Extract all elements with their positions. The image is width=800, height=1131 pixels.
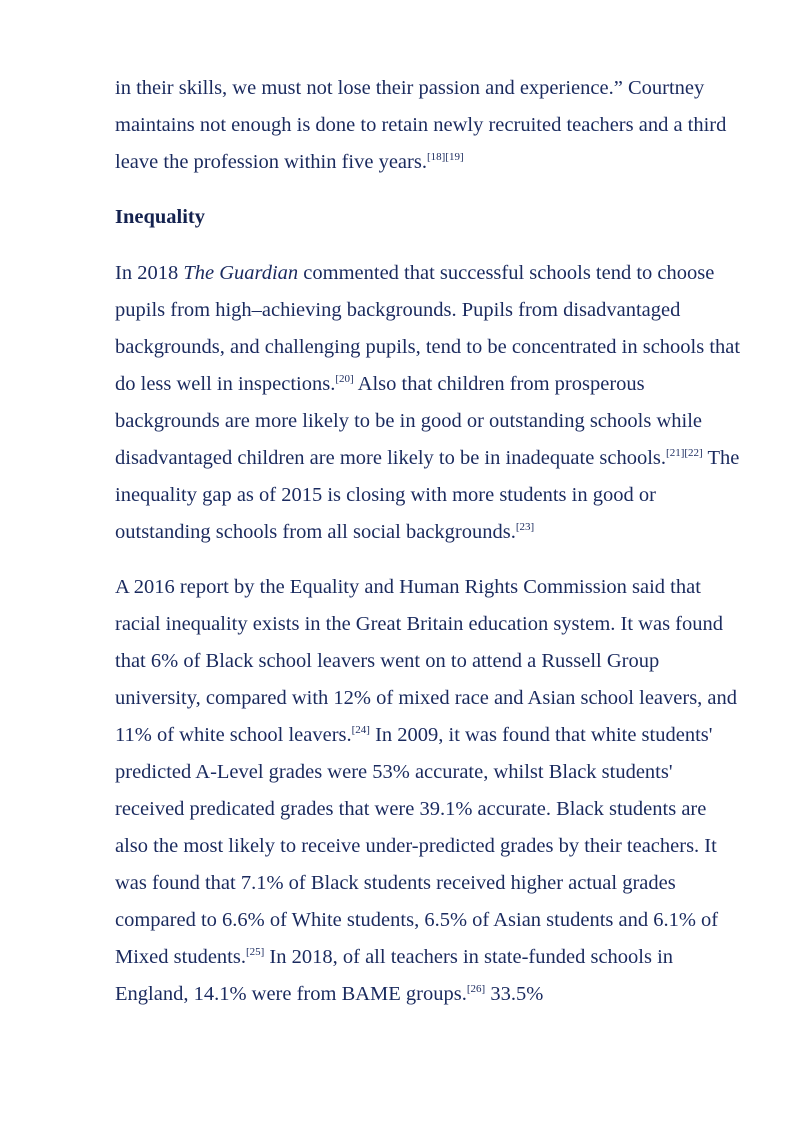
paragraph-text: In 2009, it was found that white students' predicted A-Level grades were 53% accurate, whilst Black students' received predicated grades that were 39.1% accurate. Black students are also the most likely to receive under-predicted grades by their teachers. It was found that 7.1% of Black students received higher actual grades compared to 6.6% of White students, 6.5% of Asian students and 6.1% of Mixed students. (115, 724, 719, 968)
citation-link[interactable]: [20] (335, 373, 354, 385)
paragraph-text: A 2016 report by the Equality and Human Rights Commission said that racial inequality exists in the Great Britain education system. It was found that 6% of Black school leavers went on to attend a Russell Group university, compared with 12% of mixed race and Asian school leavers, and 11% of white school leavers. (115, 576, 738, 746)
publication-title: The Guardian (183, 262, 299, 284)
paragraph-text: Also that children from prosperous backgrounds are more likely to be in good or outstanding schools while disadvantaged children are more likely to be in inadequate schools. (115, 373, 702, 469)
paragraph-text: In 2018 (115, 262, 184, 284)
document-page (115, 70, 743, 1031)
citation-link[interactable]: [25] (245, 946, 265, 958)
paragraph-text: 33.5% (485, 983, 544, 1005)
citation-link[interactable]: [26] (466, 983, 486, 995)
citation-link[interactable]: [24] (351, 724, 370, 736)
paragraph-text: in their skills, we must not lose their passion and experience.” Courtney maintains not enough is done to retain newly recruited teachers and a third leave the profession within five years. (115, 77, 727, 173)
paragraph-text: commented that successful schools tend to choose pupils from high–achieving backgrounds. Pupils from disadvantaged backgrounds, and challenging pupils, tend to be concentrated in schools that do less well in inspections. (115, 262, 741, 395)
paragraph-teacher-retention (115, 70, 743, 181)
citation-link[interactable]: [23] (515, 521, 535, 533)
citation-link[interactable]: [18][19] (426, 151, 464, 163)
citation-link[interactable]: [21][22] (666, 447, 703, 459)
section-heading-inequality: Inequality (115, 206, 205, 228)
paragraph-racial-inequality (115, 569, 743, 1013)
paragraph-text: In 2018, of all teachers in state-funded schools in England, 14.1% were from BAME groups. (115, 946, 674, 1005)
paragraph-text: The inequality gap as of 2015 is closing with more students in good or outstanding schools from all social backgrounds. (115, 447, 740, 543)
paragraph-school-inequality (115, 255, 743, 551)
